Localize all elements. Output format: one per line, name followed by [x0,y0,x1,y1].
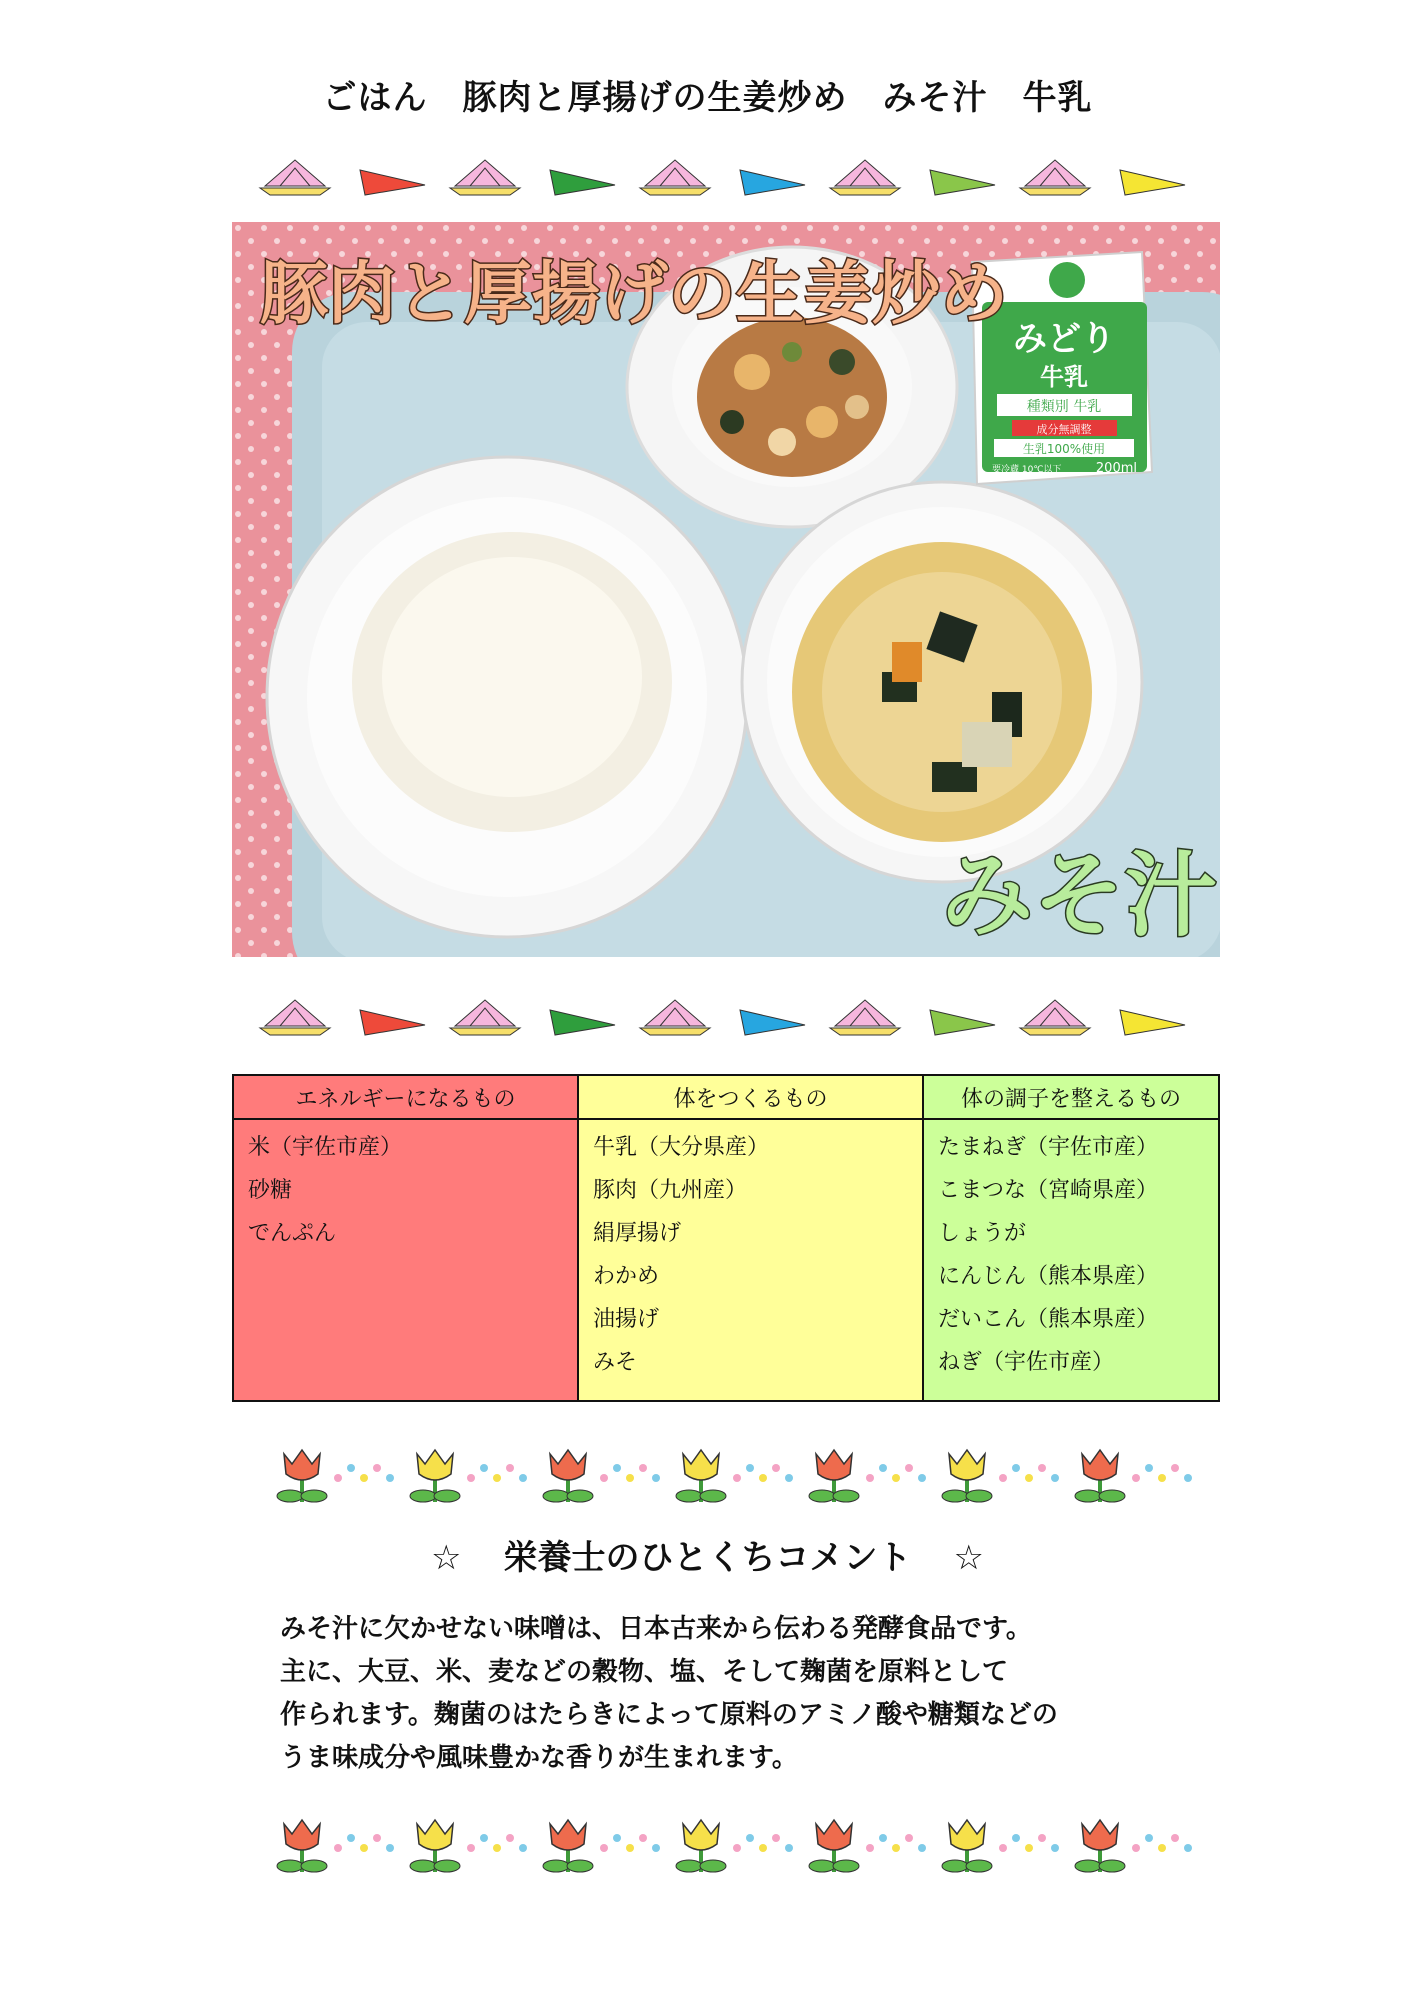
menu-title: ごはん 豚肉と厚揚げの生姜炒め みそ汁 牛乳 [322,78,1093,118]
dot-decoration [600,1474,608,1482]
dot-decoration [1145,1464,1153,1472]
column-conditioning [923,1119,1219,1401]
origami-decoration [255,150,1195,200]
milk-brand: みどり [1013,319,1115,359]
milk-storage: 要冷蔵 10℃以下 [992,465,1062,475]
dot-decoration [386,1474,394,1482]
dot-decoration [892,1844,900,1852]
dot-decoration [879,1464,887,1472]
tulip-icon [410,1450,460,1502]
food-item: しょうが [938,1221,1027,1246]
origami-crane-icon [1020,160,1090,195]
dot-decoration [892,1474,900,1482]
dot-decoration [746,1464,754,1472]
dot-decoration [386,1844,394,1852]
food-item: でんぷん [248,1221,337,1246]
origami-boat-icon [1120,1010,1185,1035]
tulip-decoration [262,1810,1192,1880]
origami-crane-icon [450,1000,520,1035]
dot-decoration [652,1474,660,1482]
comment-line: 主に、大豆、米、麦などの穀物、塩、そして麹菌を原料として [280,1657,1009,1687]
food-item: 油揚げ [593,1307,660,1332]
tulip-icon [676,1820,726,1872]
soup-label: みそ汁 [940,842,1217,949]
comment-line: うま味成分や風味豊かな香りが生まれます。 [280,1743,798,1773]
tulip-icon [543,1450,593,1502]
dot-decoration [1184,1844,1192,1852]
meal-illustration [232,222,1220,957]
dot-decoration [467,1474,475,1482]
dot-decoration [879,1834,887,1842]
dot-decoration [506,1464,514,1472]
origami-border-top [255,150,1195,200]
dot-decoration [999,1474,1007,1482]
comment-title: 栄養士のひとくちコメント [503,1538,912,1578]
tulip-icon [676,1450,726,1502]
rice-bowl [267,457,747,937]
dot-decoration [639,1834,647,1842]
dot-decoration [905,1464,913,1472]
origami-border-middle [255,990,1195,1040]
dot-decoration [1025,1844,1033,1852]
tulip-icon [277,1820,327,1872]
dot-decoration [506,1834,514,1842]
origami-crane-icon [1020,1000,1090,1035]
dot-decoration [347,1464,355,1472]
dot-decoration [626,1474,634,1482]
dot-decoration [785,1474,793,1482]
food-item: 米（宇佐市産） [248,1135,403,1160]
dot-decoration [480,1834,488,1842]
tulip-icon [1075,1820,1125,1872]
origami-boat-icon [740,170,805,195]
comment-line: みそ汁に欠かせない味噌は、日本古来から伝わる発酵食品です。 [280,1614,1032,1644]
tulip-icon [1075,1450,1125,1502]
tulip-icon [410,1820,460,1872]
dot-decoration [493,1474,501,1482]
column-energy [233,1119,578,1401]
dot-decoration [519,1474,527,1482]
dot-decoration [626,1844,634,1852]
column-body-building [578,1119,923,1401]
dot-decoration [866,1844,874,1852]
dot-decoration [1158,1474,1166,1482]
tulip-icon [543,1820,593,1872]
dot-decoration [360,1474,368,1482]
nutrition-table [232,1074,1220,1402]
soup-bowl [742,482,1142,882]
dot-decoration [1145,1834,1153,1842]
milk-badge: 成分無調整 [1036,423,1092,436]
dot-decoration [918,1844,926,1852]
dot-decoration [480,1464,488,1472]
food-item: こまつな（宮崎県産） [938,1178,1159,1203]
dot-decoration [347,1834,355,1842]
dot-decoration [373,1464,381,1472]
star-icon: ☆ [953,1538,984,1578]
tulip-icon [809,1450,859,1502]
dot-decoration [613,1464,621,1472]
dot-decoration [373,1834,381,1842]
dot-decoration [1171,1464,1179,1472]
origami-boat-icon [360,1010,425,1035]
dot-decoration [493,1844,501,1852]
dot-decoration [772,1834,780,1842]
origami-crane-icon [830,160,900,195]
dot-decoration [772,1464,780,1472]
dot-decoration [1051,1844,1059,1852]
tulip-icon [277,1450,327,1502]
food-item: 豚肉（九州産） [593,1178,748,1203]
dot-decoration [999,1844,1007,1852]
dot-decoration [360,1844,368,1852]
origami-boat-icon [550,1010,615,1035]
origami-boat-icon [550,170,615,195]
dot-decoration [1051,1474,1059,1482]
dot-decoration [519,1844,527,1852]
milk-category: 種類別 牛乳 [1026,399,1102,415]
dot-decoration [759,1474,767,1482]
dot-decoration [866,1474,874,1482]
dot-decoration [600,1844,608,1852]
tulip-border-top [262,1440,1192,1510]
star-icon: ☆ [431,1538,462,1578]
milk-volume: 200ml [1095,461,1137,476]
dot-decoration [639,1464,647,1472]
dot-decoration [1025,1474,1033,1482]
dot-decoration [733,1474,741,1482]
milk-note: 生乳100%使用 [1022,442,1106,456]
dish-label: 豚肉と厚揚げの生姜炒め [260,255,1009,334]
food-item: わかめ [593,1264,660,1289]
origami-boat-icon [360,170,425,195]
food-item: にんじん（熊本県産） [938,1264,1159,1289]
dot-decoration [334,1844,342,1852]
comment-line: 作られます。麹菌のはたらきによって原料のアミノ酸や糖類などの [280,1700,1058,1730]
dot-decoration [613,1834,621,1842]
dot-decoration [1132,1844,1140,1852]
header-energy: エネルギーになるもの [233,1075,578,1119]
dot-decoration [733,1844,741,1852]
dot-decoration [334,1474,342,1482]
comment-heading [0,1530,1415,1579]
food-item: ねぎ（宇佐市産） [938,1350,1115,1375]
tulip-icon [942,1820,992,1872]
food-item: 絹厚揚げ [593,1221,682,1246]
dot-decoration [1012,1464,1020,1472]
dot-decoration [1158,1844,1166,1852]
origami-crane-icon [830,1000,900,1035]
dot-decoration [759,1844,767,1852]
comment-body [280,1608,1180,1780]
dot-decoration [1038,1834,1046,1842]
dot-decoration [746,1834,754,1842]
dot-decoration [1132,1474,1140,1482]
origami-boat-icon [930,170,995,195]
dot-decoration [785,1844,793,1852]
origami-crane-icon [260,1000,330,1035]
food-item: だいこん（熊本県産） [938,1307,1159,1332]
dot-decoration [918,1474,926,1482]
milk-product: 牛乳 [1040,363,1088,391]
dot-decoration [1184,1474,1192,1482]
food-item: 牛乳（大分県産） [593,1135,770,1160]
origami-crane-icon [260,160,330,195]
header-body-building: 体をつくるもの [578,1075,923,1119]
origami-decoration [255,990,1195,1040]
dot-decoration [1038,1464,1046,1472]
origami-crane-icon [640,1000,710,1035]
dot-decoration [467,1844,475,1852]
origami-boat-icon [930,1010,995,1035]
tulip-decoration [262,1440,1192,1510]
origami-boat-icon [740,1010,805,1035]
tulip-icon [809,1820,859,1872]
dot-decoration [652,1844,660,1852]
meal-photo [232,222,1220,957]
food-item: みそ [593,1350,638,1375]
tulip-icon [942,1450,992,1502]
food-item: 砂糖 [248,1178,293,1203]
dot-decoration [1012,1834,1020,1842]
dot-decoration [905,1834,913,1842]
header-conditioning: 体の調子を整えるもの [923,1075,1219,1119]
origami-crane-icon [640,160,710,195]
dot-decoration [1171,1834,1179,1842]
origami-boat-icon [1120,170,1185,195]
food-item: たまねぎ（宇佐市産） [938,1135,1159,1160]
origami-crane-icon [450,160,520,195]
tulip-border-bottom [262,1810,1192,1880]
